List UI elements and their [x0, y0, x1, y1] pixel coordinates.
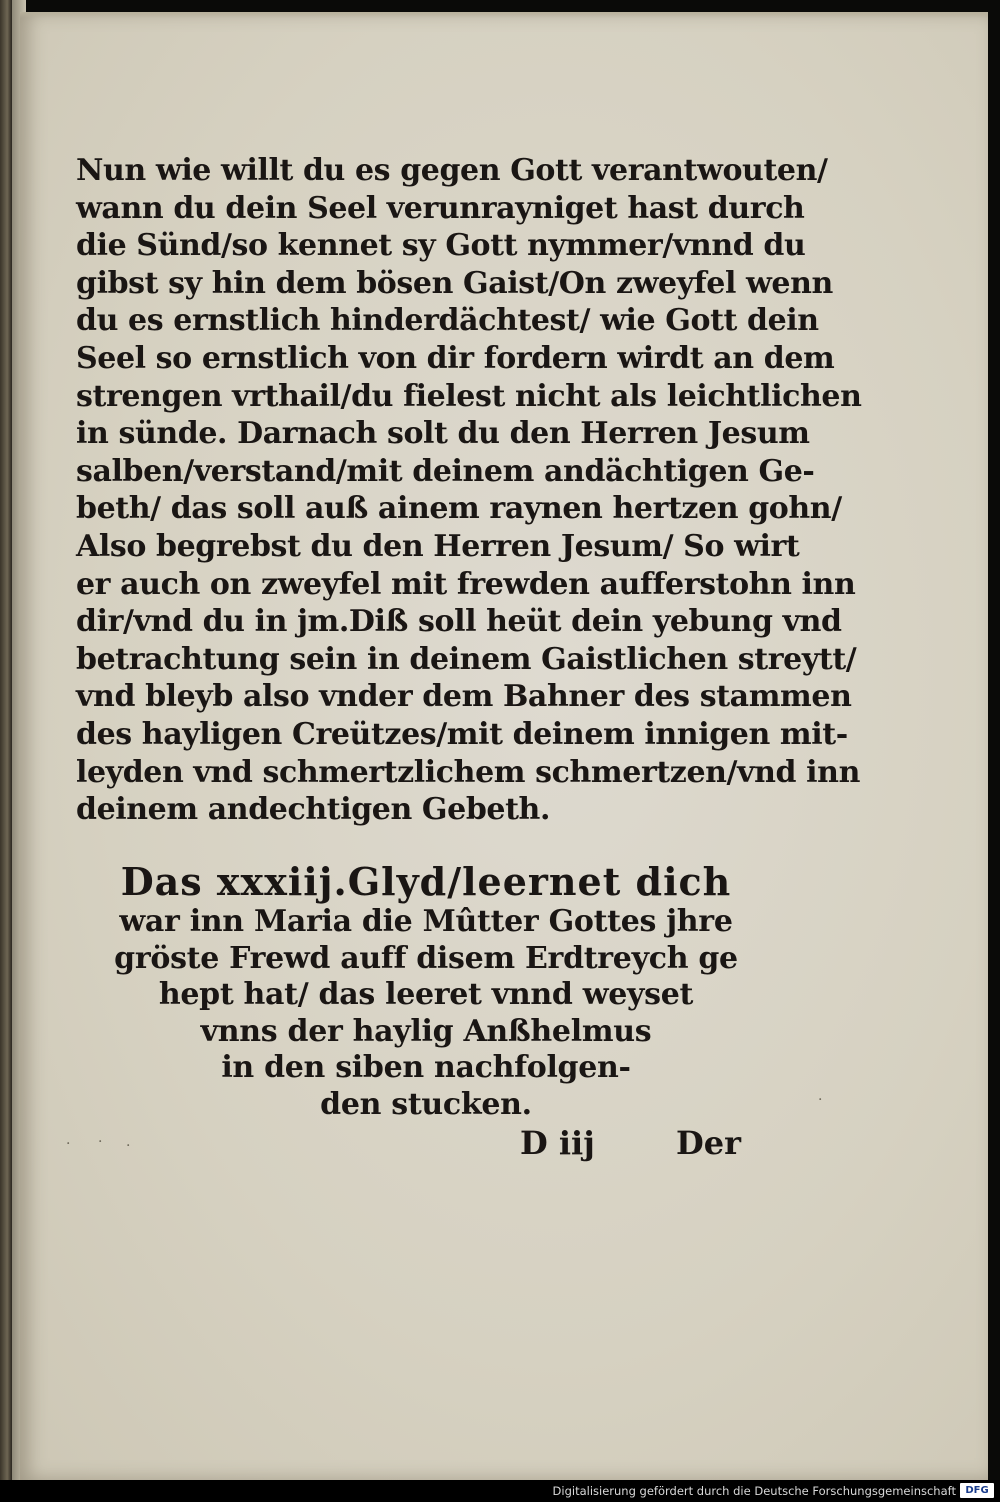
heading-line: in den siben nachfolgen-: [221, 1050, 631, 1085]
body-line: in sünde. Darnach solt du den Herren Jesum: [76, 416, 810, 452]
heading-title-line: Das xxxiij.Glyd/leernet dich: [120, 859, 732, 904]
body-line: vnd bleyb also vnder dem Bahner des stammen: [76, 679, 852, 715]
body-line: wann du dein Seel verunrayniget hast durch: [76, 190, 805, 226]
body-text-block: [76, 152, 862, 829]
section-heading: [76, 860, 776, 1123]
ink-speck: ·: [126, 1138, 131, 1154]
body-line: du es ernstlich hinderdächtest/ wie Gott dein: [76, 303, 819, 339]
heading-line: den stucken.: [320, 1086, 532, 1122]
body-line: dir/vnd du in jm.Diß soll heüt dein yebung vnd: [76, 604, 842, 640]
body-line: salben/verstand/mit deinem andächtigen Ge-: [76, 453, 815, 489]
ink-speck: ·: [98, 1134, 103, 1150]
heading-line: gröste Frewd auff disem Erdtreych ge: [114, 940, 738, 976]
dfg-logo: DFG: [960, 1483, 994, 1498]
body-line: Seel so ernstlich von dir fordern wirdt an dem: [76, 340, 835, 376]
body-line: deinem andechtigen Gebeth.: [76, 792, 550, 828]
body-line: des hayligen Creützes/mit deinem innigen mit-: [76, 716, 848, 752]
ink-speck: ·: [66, 1136, 71, 1152]
body-line: die Sünd/so kennet sy Gott nymmer/vnnd du: [76, 228, 806, 264]
body-line: betrachtung sein in deinem Gaistlichen streytt/: [76, 641, 857, 677]
heading-line: war inn Maria die Mûtter Gottes jhre: [119, 904, 733, 939]
book-spine-edge: [0, 0, 12, 1480]
body-line: beth/ das soll auß ainem raynen hertzen gohn/: [76, 491, 842, 527]
heading-line: vnns der haylig Anßhelmus: [200, 1013, 652, 1049]
body-line: leyden vnd schmertzlichem schmertzen/vnd inn: [76, 754, 860, 790]
body-line: er auch on zweyfel mit frewden aufferstohn inn: [76, 566, 856, 602]
book-page: [20, 12, 988, 1480]
body-line: Also begrebst du den Herren Jesum/ So wirt: [76, 528, 800, 564]
heading-line: hept hat/ das leeret vnnd weyset: [158, 977, 694, 1012]
page-top-edge: [20, 12, 988, 18]
body-line: strengen vrthail/du fielest nicht als leichtlichen: [76, 378, 862, 414]
catchword: Der: [676, 1124, 741, 1162]
digitization-credit: Digitalisierung gefördert durch die Deutsche Forschungsgemeinschaft: [552, 1484, 956, 1498]
body-line: gibst sy hin dem bösen Gaist/On zweyfel wenn: [76, 265, 833, 301]
body-line: Nun wie willt du es gegen Gott verantwouten/: [76, 153, 828, 188]
signature-mark: D iij: [520, 1124, 595, 1162]
ink-speck: ·: [818, 1092, 823, 1108]
